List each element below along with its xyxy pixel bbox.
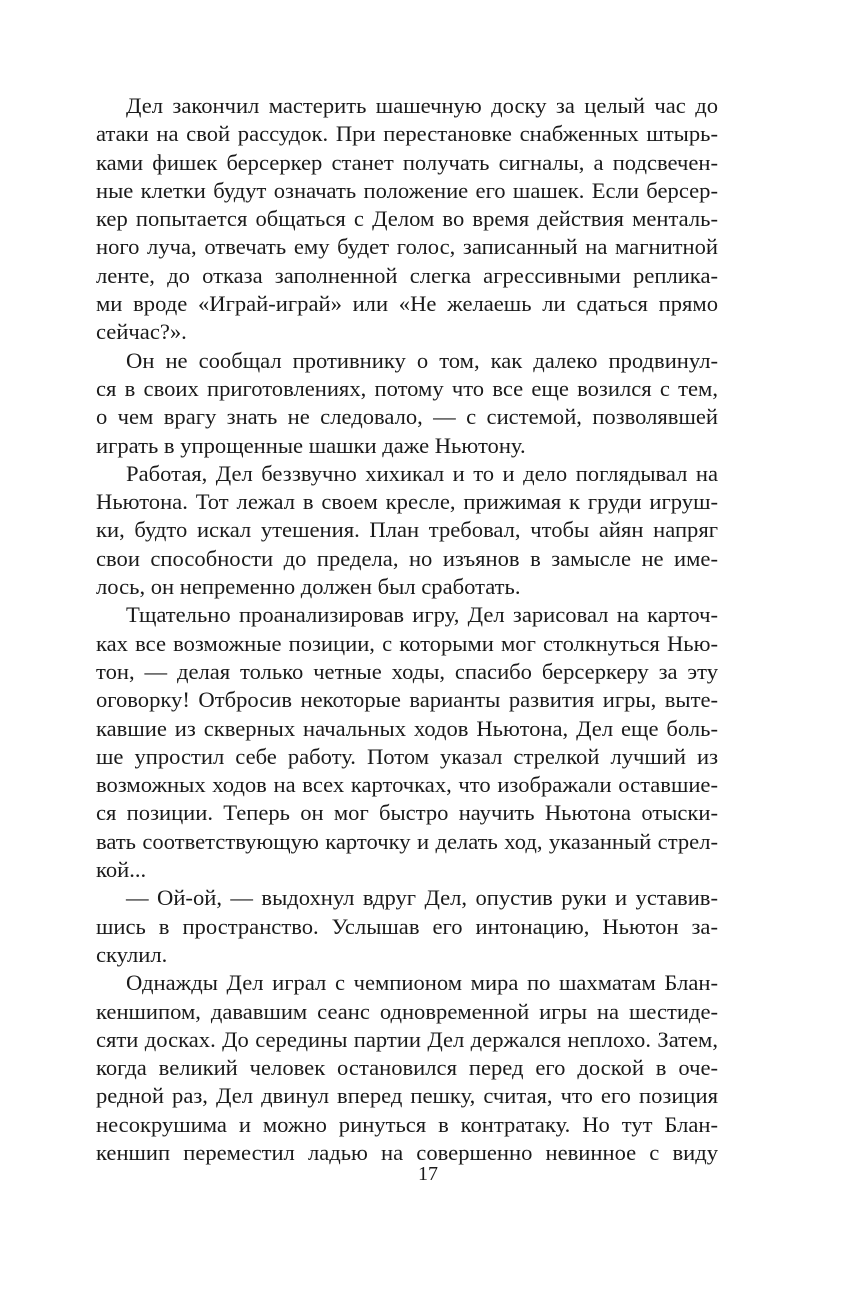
text-line: — Ой-ой, — выдохнул вдруг Дел, опустив руки и уставив- (126, 885, 718, 911)
text-line: ками фишек берсеркер станет получать сигналы, а подсвечен- (96, 149, 718, 175)
body-text (96, 92, 718, 1167)
text-line: кавшие из скверных начальных ходов Ньютона, Дел еще боль- (96, 715, 718, 741)
text-line: Дел закончил мастерить шашечную доску за целый час до (126, 93, 718, 118)
text-line: Тщательно проанализировав игру, Дел зарисовал на карточ- (126, 602, 718, 628)
text-line: ные клетки будут означать положение его шашек. Если берсер- (96, 177, 718, 203)
text-line: ми вроде «Играй-играй» или «Не желаешь ли сдаться прямо (96, 291, 718, 317)
text-line: ся в своих приготовлениях, потому что все еще возился с тем, (96, 375, 718, 401)
text-line: Он не сообщал противнику о том, как далеко продвинул- (126, 347, 718, 373)
paragraph (96, 969, 718, 1167)
paragraph (96, 460, 718, 601)
text-line: редной раз, Дел двинул вперед пешку, считая, что его позиция (96, 1083, 718, 1109)
text-line: вать соответствующую карточку и делать ход, указанный стрел- (96, 828, 718, 854)
text-line: Работая, Дел беззвучно хихикал и то и дело поглядывал на (126, 460, 718, 486)
text-line: свои способности до предела, но изъянов в замысле не име- (96, 545, 718, 571)
paragraph (96, 884, 718, 969)
text-line: сяти досках. До середины партии Дел держался неплохо. Затем, (96, 1026, 718, 1052)
paragraph (96, 347, 718, 460)
text-line: возможных ходов на всех карточках, что изображали оставшие- (96, 772, 718, 798)
page-number: 17 (418, 1163, 438, 1185)
text-line: кеншипом, дававшим сеанс одновременной игры на шестиде- (96, 998, 718, 1024)
text-line: ки, будто искал утешения. План требовал, чтобы айян напряг (96, 517, 718, 543)
text-line: кой... (96, 857, 147, 883)
text-line: кеншип переместил ладью на совершенно невинное с виду (96, 1139, 718, 1165)
text-line: скулил. (96, 941, 168, 967)
text-line: сейчас?». (96, 319, 187, 345)
text-line: тон, — делая только четные ходы, спасибо берсеркеру за эту (96, 658, 718, 684)
text-line: ках все возможные позиции, с которыми мог столкнуться Нью- (96, 630, 718, 656)
text-line: о чем врагу знать не следовало, — с системой, позволявшей (96, 404, 718, 430)
text-line: кер попытается общаться с Делом во время действия менталь- (96, 206, 718, 232)
text-line: несокрушима и можно ринуться в контратаку. Но тут Блан- (96, 1111, 718, 1137)
text-line: ного луча, отвечать ему будет голос, записанный на магнитной (96, 234, 718, 260)
text-line: лось, он непременно должен был сработать. (96, 574, 521, 600)
text-line: ленте, до отказа заполненной слегка агрессивными реплика- (96, 262, 718, 288)
text-line: оговорку! Отбросив некоторые варианты развития игры, выте- (96, 687, 718, 713)
text-line: ся позиции. Теперь он мог быстро научить Ньютона отыски- (96, 800, 718, 826)
text-line: играть в упрощенные шашки даже Ньютону. (96, 432, 526, 458)
text-line: Однажды Дел играл с чемпионом мира по шахматам Блан- (126, 970, 718, 996)
text-line: когда великий человек остановился перед его доской в оче- (96, 1055, 718, 1081)
text-line: шись в пространство. Услышав его интонацию, Ньютон за- (96, 913, 718, 939)
text-line: Ньютона. Тот лежал в своем кресле, прижимая к груди игруш- (96, 489, 718, 515)
paragraph (96, 601, 718, 884)
text-line: атаки на свой рассудок. При перестановке снабженных штырь- (96, 121, 718, 147)
text-line: ше упростил себе работу. Потом указал стрелкой лучший из (96, 743, 718, 769)
paragraph (96, 92, 718, 347)
